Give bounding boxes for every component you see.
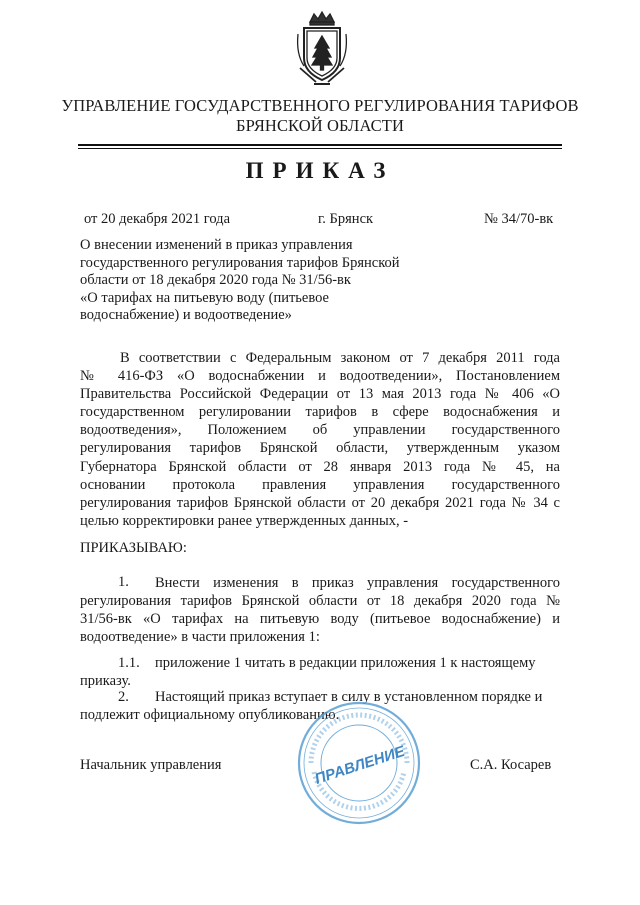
item-1-line: Внести изменения в приказ управления государственного — [155, 575, 560, 591]
item-1-line: регулирования тарифов Брянской области от 18 декабря 2020 года № — [80, 593, 560, 610]
item-1-1-number: 1.1. — [118, 655, 140, 671]
subject-line: О внесении изменений в приказ управления — [80, 237, 353, 253]
item-2-line: подлежит официальному опубликованию. — [80, 707, 340, 723]
stamp-text: ПРАВЛЕНИЕ — [312, 742, 407, 788]
subject-line: «О тарифах на питьевую воду (питьевое — [80, 289, 329, 306]
item-2-number: 2. — [118, 689, 129, 705]
org-name-line1: УПРАВЛЕНИЕ ГОСУДАРСТВЕННОГО РЕГУЛИРОВАНИЯ ТАРИФОВ — [61, 96, 579, 115]
preamble-line: государственном регулировании тарифов в сфере водоснабжения и — [80, 404, 560, 421]
item-1-number: 1. — [118, 574, 129, 590]
order-date: от 20 декабря 2021 года — [84, 211, 230, 227]
preamble-line: целью корректировки ранее утвержденных данных, - — [80, 512, 409, 529]
item-2-line: Настоящий приказ вступает в силу в установленном порядке и — [155, 689, 543, 705]
header-rule-thin — [78, 148, 562, 149]
document-title: ПРИКАЗ — [245, 158, 395, 183]
preamble-line: регулирования тарифов Брянской области от 20 декабря 2021 года № 34 с — [80, 494, 560, 511]
subject-line: водоснабжение) и водоотведение» — [80, 307, 292, 324]
header-rule-thick — [78, 144, 562, 146]
order-subject — [80, 237, 420, 325]
preamble-line: № 416-ФЗ «О водоснабжении и водоотведении», Постановлением — [80, 368, 560, 385]
preamble-line: В соответствии с Федеральным законом от 7 декабря 2011 года — [120, 350, 560, 366]
item-1-line: 31/56-вк «О тарифах на питьевую воду (питьевое водоснабжение) и — [80, 611, 560, 628]
order-number: № 34/70-вк — [484, 211, 554, 227]
org-name-line2: БРЯНСКОЙ ОБЛАСТИ — [236, 116, 404, 135]
item-1-1-line: приложение 1 читать в редакции приложения 1 к настоящему — [155, 655, 536, 671]
signatory-name: С.А. Косарев — [470, 757, 552, 773]
item-1-1-line: приказу. — [80, 673, 131, 689]
order-city: г. Брянск — [318, 211, 374, 227]
subject-line: области от 18 декабря 2020 года № 31/56-вк — [80, 272, 351, 289]
preamble-line: Правительства Российской Федерации от 13 мая 2013 года № 406 «О — [80, 386, 560, 403]
preamble-line: основании протокола правления управления государственного — [80, 476, 560, 493]
order-directive: ПРИКАЗЫВАЮ: — [80, 540, 187, 556]
item-1-text — [80, 574, 560, 646]
subject-line: государственного регулирования тарифов Брянской — [80, 254, 400, 271]
preamble-line: Губернатора Брянской области от 28 января 2013 года № 45, на — [80, 458, 560, 475]
preamble-line: водоотведения», Положением об управлении государственного — [80, 422, 560, 439]
item-1-line: водоотведение» в части приложения 1: — [80, 629, 320, 646]
official-stamp-icon — [296, 700, 422, 826]
preamble-paragraph — [80, 349, 560, 530]
signatory-position: Начальник управления — [80, 757, 222, 773]
coat-of-arms-icon — [294, 8, 350, 88]
preamble-line: регулирования тарифов Брянской области, утвержденным указом — [80, 440, 560, 457]
